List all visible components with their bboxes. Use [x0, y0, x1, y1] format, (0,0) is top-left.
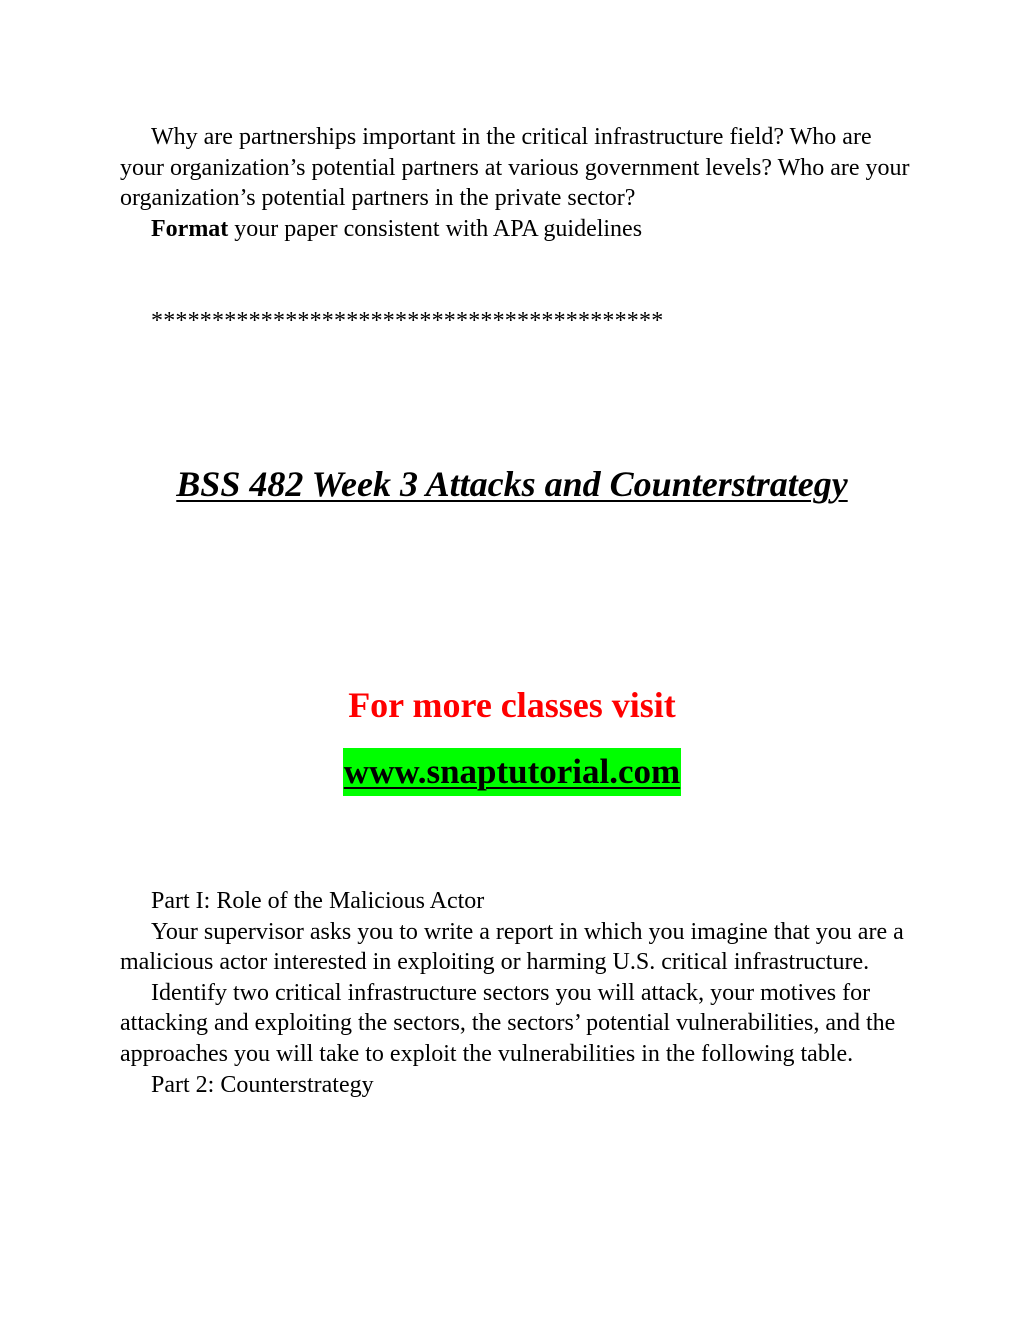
- promo-link-container: [0, 748, 1024, 796]
- asterisk-separator: ******************************************: [151, 308, 664, 334]
- part1-paragraph-supervisor: Your supervisor asks you to write a report in which you imagine that you are a malicious actor interested in exploiting or harming U.S. critical infrastructure.: [120, 918, 904, 976]
- format-text: your paper consistent with APA guidelines: [228, 215, 643, 242]
- assignment-body: [120, 886, 910, 1100]
- part1-heading: Part I: Role of the Malicious Actor: [151, 888, 485, 914]
- part1-paragraph-identify: Identify two critical infrastructure sectors you will attack, your motives for attacking and exploiting the sectors, the sectors’ potential vulnerabilities, and the approaches you will take to exploit the vulnerabilities in the following table.: [120, 979, 896, 1067]
- snaptutorial-link[interactable]: www.snaptutorial.com: [343, 748, 681, 796]
- format-instruction: [120, 214, 910, 245]
- promo-text: For more classes visit: [348, 685, 676, 725]
- intro-question-paragraph: Why are partnerships important in the critical infrastructure field? Who are your organization’s potential partners at various government levels? Who are your organization’s potential partners in the private sector?: [120, 124, 910, 212]
- format-label: Format: [151, 215, 229, 242]
- page-title: BSS 482 Week 3 Attacks and Counterstrategy: [176, 464, 848, 504]
- part2-heading: Part 2: Counterstrategy: [151, 1071, 374, 1098]
- intro-section: [120, 122, 910, 244]
